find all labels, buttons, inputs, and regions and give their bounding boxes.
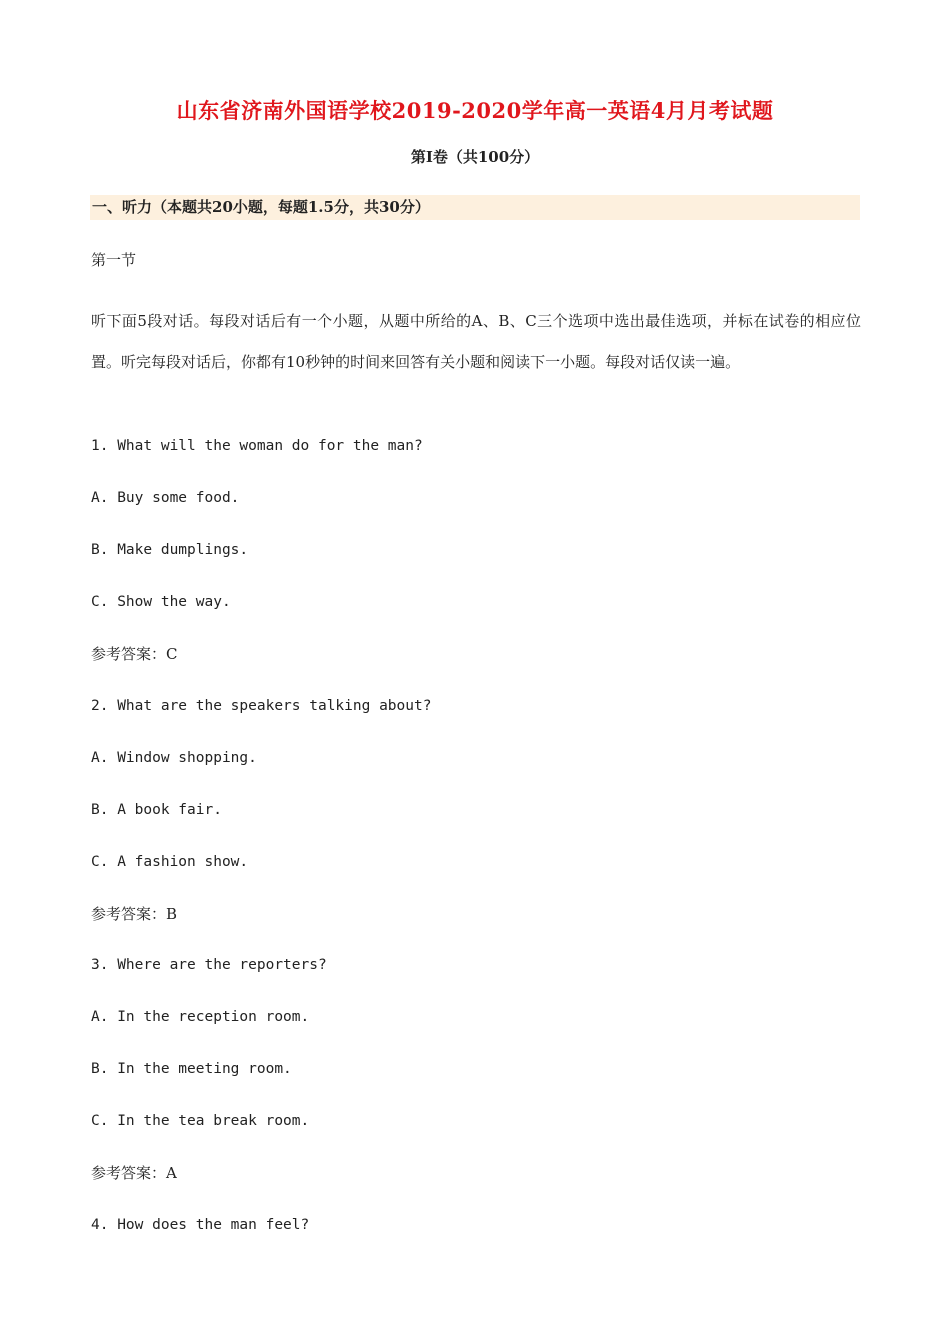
question-option: C. In the tea break room. [91, 1113, 310, 1129]
answer-key: 参考答案：B [91, 905, 178, 923]
question-stem: 3. Where are the reporters? [91, 957, 327, 973]
part-label: 第一节 [91, 251, 137, 269]
question-option: B. A book fair. [91, 802, 222, 818]
answer-key: 参考答案：A [91, 1164, 177, 1182]
question-option: B. In the meeting room. [91, 1061, 292, 1077]
answer-key: 参考答案：C [91, 645, 178, 663]
question-stem: 4. How does the man feel? [91, 1217, 310, 1233]
question-option: C. Show the way. [91, 594, 231, 610]
question-option: A. Window shopping. [91, 750, 257, 766]
question-option: A. In the reception room. [91, 1009, 310, 1025]
question-option: B. Make dumplings. [91, 542, 249, 558]
section-heading: 一、听力（本题共20小题，每题1.5分，共30分） [90, 195, 860, 220]
question-option: C. A fashion show. [91, 854, 249, 870]
instructions-paragraph: 听下面5段对话。每段对话后有一个小题，从题中所给的A、B、C三个选项中选出最佳选项，并标在试卷的相应位置。听完每段对话后，你都有10秒钟的时间来回答有关小题和阅读下一小题。每段对话仅读一遍。 [91, 312, 861, 371]
question-stem: 1. What will the woman do for the man? [91, 438, 423, 454]
page-subtitle: 第I卷（共100分） [410, 148, 540, 166]
question-stem: 2. What are the speakers talking about? [91, 698, 432, 714]
question-option: A. Buy some food. [91, 490, 240, 506]
page-title: 山东省济南外国语学校2019-2020学年高一英语4月月考试题 [176, 98, 774, 123]
